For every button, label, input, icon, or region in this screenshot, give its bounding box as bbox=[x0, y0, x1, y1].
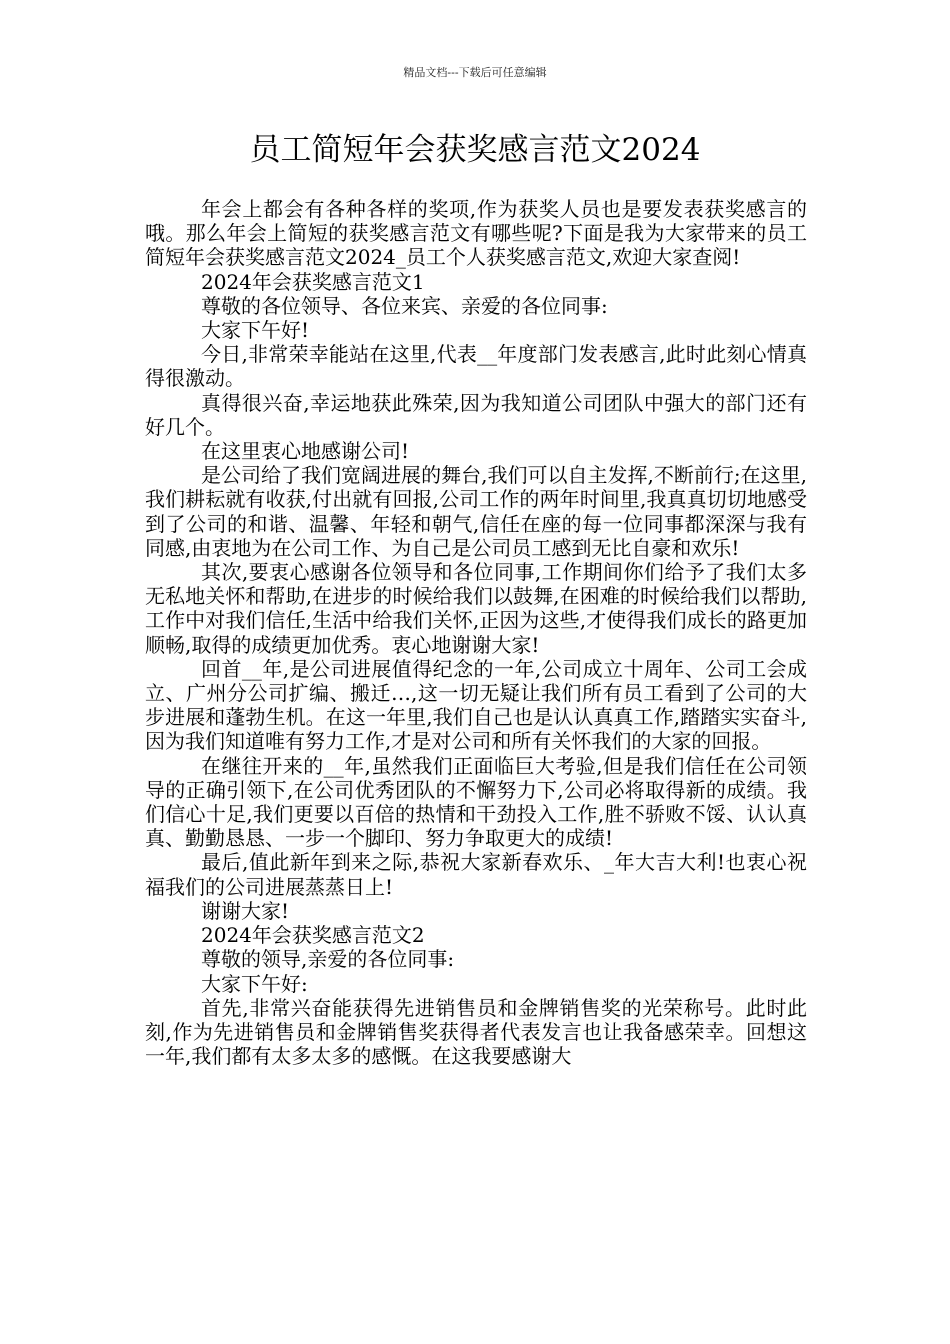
body-paragraph: 回首__年,是公司进展值得纪念的一年,公司成立十周年、公司工会成立、广州分公司扩编、搬迁…,这一切无疑让我们所有员工看到了公司的大步进展和蓬勃生机。在这一年里,我们自己也是认认真真工作,踏踏实实奋斗,因为我们知道唯有努力工作,才是对公司和所有关怀我们的大家的回报。 bbox=[145, 656, 807, 754]
greeting: 大家下午好: bbox=[201, 971, 308, 996]
body-paragraph: 真得很兴奋,幸运地获此殊荣,因为我知道公司团队中强大的部门还有好几个。 bbox=[145, 390, 807, 439]
body-paragraph: 其次,要衷心感谢各位领导和各位同事,工作期间你们给予了我们太多无私地关怀和帮助,在进步的时候给我们以鼓舞,在困难的时候给我们以帮助,工作中对我们信任,生活中给我们关怀,正因为这些,才使得我们成长的路更加顺畅,取得的成绩更加优秀。衷心地谢谢大家! bbox=[145, 560, 807, 657]
body-paragraph: 在继往开来的__年,虽然我们正面临巨大考验,但是我们信任在公司领导的正确引领下,在公司优秀团队的不懈努力下,公司必将取得新的成绩。我们信心十足,我们更要以百倍的热情和干劲投入工作,胜不骄败不馁、认认真真、勤勤恳恳、一步一个脚印、努力争取更大的成绩! bbox=[145, 753, 807, 851]
closing-thanks: 谢谢大家! bbox=[201, 898, 290, 923]
salutation: 尊敬的领导,亲爱的各位同事: bbox=[201, 947, 455, 972]
body-paragraph: 首先,非常兴奋能获得先进销售员和金牌销售奖的光荣称号。此时此刻,作为先进销售员和金牌销售奖获得者代表发言也让我备感荣幸。回想这一年,我们都有太多太多的感慨。在这我要感谢大 bbox=[145, 995, 807, 1069]
page-header-note: 精品文档---下载后可任意编辑 bbox=[403, 66, 547, 79]
greeting: 大家下午好! bbox=[201, 318, 310, 343]
intro-paragraph: 年会上都会有各种各样的奖项,作为获奖人员也是要发表获奖感言的哦。那么年会上简短的获奖感言范文有哪些呢?下面是我为大家带来的员工简短年会获奖感言范文2024_员工个人获奖感言范文,欢迎大家查阅! bbox=[145, 197, 807, 270]
section-heading: 2024年会获奖感言范文1 bbox=[201, 269, 425, 294]
document-title: 员工简短年会获奖感言范文2024 bbox=[249, 132, 701, 168]
document-body bbox=[145, 197, 807, 1068]
body-paragraph: 在这里衷心地感谢公司! bbox=[201, 439, 410, 464]
salutation: 尊敬的各位领导、各位来宾、亲爱的各位同事: bbox=[201, 293, 608, 318]
section-heading: 2024年会获奖感言范文2 bbox=[201, 923, 425, 948]
body-paragraph: 是公司给了我们宽阔进展的舞台,我们可以自主发挥,不断前行;在这里,我们耕耘就有收获,付出就有回报,公司工作的两年时间里,我真真切切地感受到了公司的和谐、温馨、年轻和朝气,信任在座的每一位同事都深深与我有同感,由衷地为在公司工作、为自己是公司员工感到无比自豪和欢乐! bbox=[145, 463, 807, 560]
body-paragraph: 最后,值此新年到来之际,恭祝大家新春欢乐、_年大吉大利!也衷心祝福我们的公司进展蒸蒸日上! bbox=[145, 850, 807, 899]
body-paragraph: 今日,非常荣幸能站在这里,代表__年度部门发表感言,此时此刻心情真得很激动。 bbox=[145, 342, 807, 391]
